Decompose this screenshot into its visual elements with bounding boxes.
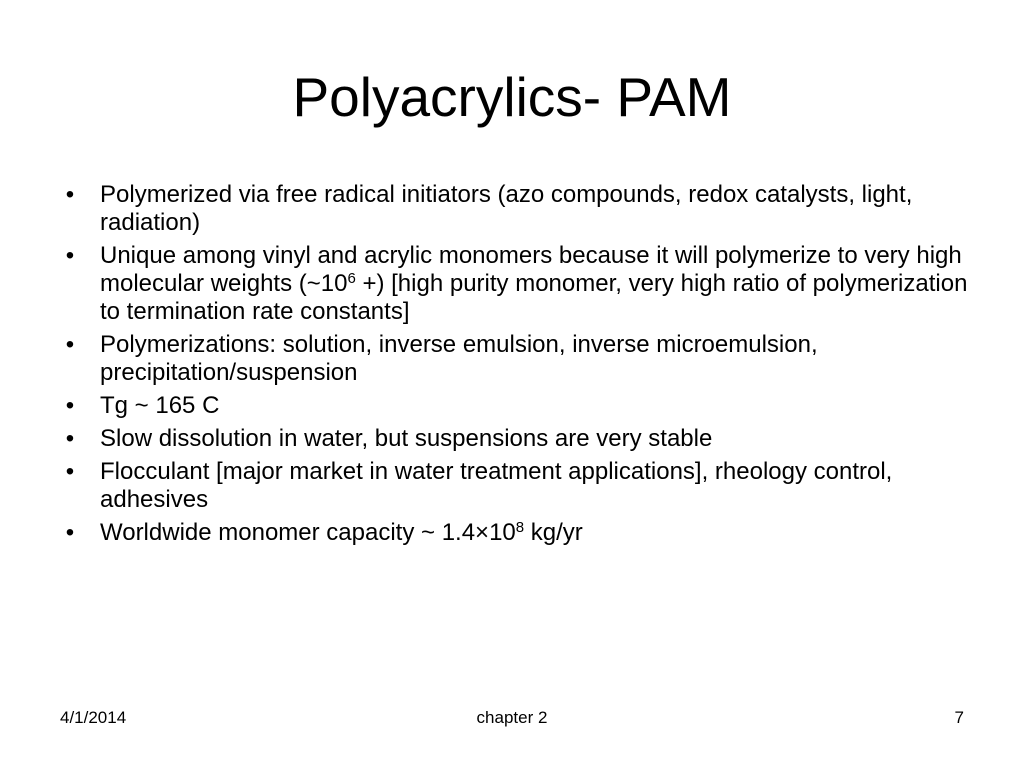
bullet-text-segment: +) [high purity monomer, very high ratio of polymerization to termination rate constants] [100,270,968,325]
bullet-marker: • [65,519,75,546]
bullet-text [100,458,892,513]
footer-page-number: 7 [954,708,964,727]
bullet-text-segment: kg/yr [524,519,583,546]
bullet-item [60,425,980,453]
bullet-marker: • [65,392,75,419]
bullet-text-segment: Unique among vinyl and acrylic monomers because it will polymerize to very high molecular weights (~10 [100,242,962,297]
footer-date: 4/1/2014 [60,708,127,727]
bullet-text [100,331,818,386]
bullet-item [60,392,980,420]
bullet-text-segment: Flocculant [major market in water treatment applications], rheology control, adhesives [100,458,893,513]
footer-chapter: chapter 2 [476,708,548,727]
bullet-text-segment: Worldwide monomer capacity ~ 1.4×10 [100,519,516,546]
bullet-marker: • [65,331,75,358]
bullet-text-segment: Polymerized via free radical initiators (azo compounds, redox catalysts, light, radiation) [100,181,913,236]
bullet-item [60,331,980,387]
bullet-superscript: 6 [347,269,356,287]
bullet-marker: • [65,425,75,452]
bullet-text [100,181,912,236]
bullet-text [100,425,712,452]
bullet-item [60,458,980,514]
bullet-superscript: 8 [515,518,525,536]
bullet-marker: • [65,181,75,208]
bullet-marker: • [65,242,75,269]
bullet-text [100,519,583,546]
bullet-text [100,242,967,325]
bullet-marker: • [65,458,75,485]
bullet-text-segment: Polymerizations: solution, inverse emulsion, inverse microemulsion, precipitation/suspension [100,331,818,386]
bullet-item [60,181,980,237]
bullet-item [60,242,980,326]
bullet-text-segment: Slow dissolution in water, but suspensions are very stable [100,425,713,452]
bullet-text-segment: Tg ~ 165 C [100,392,220,419]
bullet-text [100,392,219,419]
bullet-item [60,519,980,547]
slide-title: Polyacrylics- PAM [292,66,732,128]
bullet-list [60,181,980,552]
